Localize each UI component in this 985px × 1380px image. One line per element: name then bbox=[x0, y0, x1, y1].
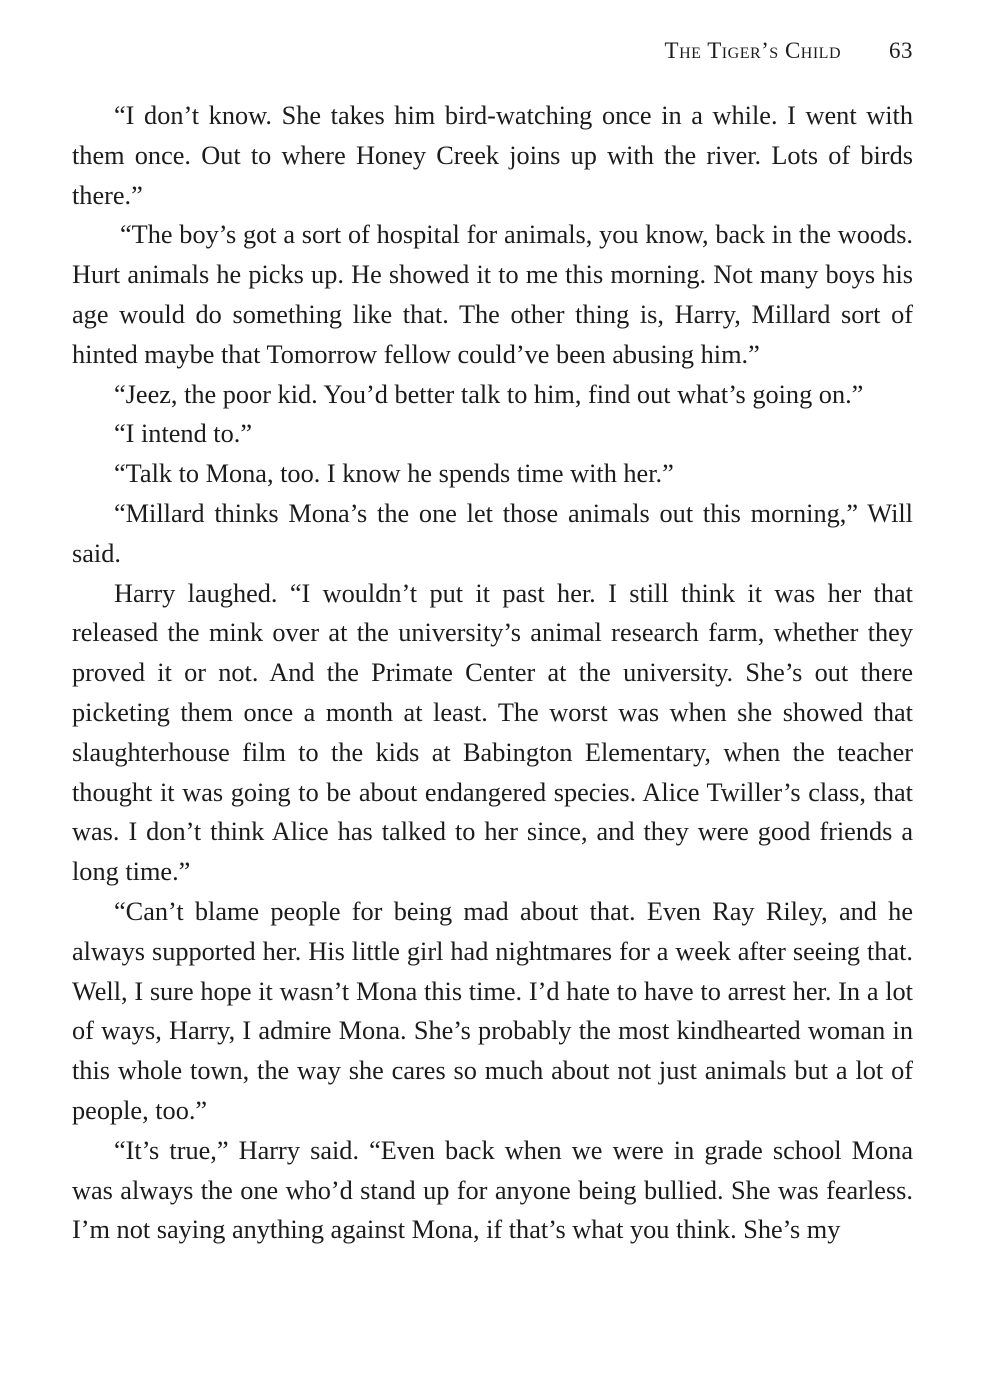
paragraph: “It’s true,” Harry said. “Even back when we were in grade school Mona was always the one who’d stand up for anyone being bullied. She was fearless. I’m not saying anything against Mona, if that’s what you think. She’s my bbox=[72, 1135, 913, 1245]
paragraph: “Talk to Mona, too. I know he spends time with her.” bbox=[114, 459, 674, 489]
running-head bbox=[665, 38, 913, 64]
paragraph: “Millard thinks Mona’s the one let those animals out this morning,” Will said. bbox=[72, 498, 913, 568]
page-number: 63 bbox=[889, 38, 913, 63]
paragraph: “The boy’s got a sort of hospital for animals, you know, back in the woods. Hurt animals he picks up. He showed it to me this morning. Not many boys his age would do something like that. The other thing is, Harry, Millard sort of hinted maybe that Tomorrow fellow could’ve been abusing him.” bbox=[72, 220, 913, 369]
paragraph: “Can’t blame people for being mad about that. Even Ray Riley, and he always supported her. His little girl had nightmares for a week after seeing that. Well, I sure hope it wasn’t Mona this time. I’d hate to have to arrest her. In a lot of ways, Harry, I admire Mona. She’s probably the most kindhearted woman in this whole town, the way she cares so much about not just animals but a lot of people, too.” bbox=[72, 896, 913, 1125]
body-text bbox=[72, 96, 913, 1250]
paragraph: “Jeez, the poor kid. You’d better talk to him, find out what’s going on.” bbox=[114, 379, 864, 409]
paragraph: “I intend to.” bbox=[114, 419, 253, 449]
paragraph: Harry laughed. “I wouldn’t put it past her. I still think it was her that released the mink over at the university’s animal research farm, whether they proved it or not. And the Primate Center at the university. She’s out there picketing them once a month at least. The worst was when she showed that slaughterhouse film to the kids at Babington Elementary, when the teacher thought it was going to be about endangered species. Alice Twiller’s class, that was. I don’t think Alice has talked to her since, and they were good friends a long time.” bbox=[72, 578, 913, 887]
paragraph: “I don’t know. She takes him bird-watching once in a while. I went with them once. Out to where Honey Creek joins up with the river. Lots of birds there.” bbox=[72, 101, 913, 210]
running-title: The Tiger’s Child bbox=[664, 38, 841, 63]
